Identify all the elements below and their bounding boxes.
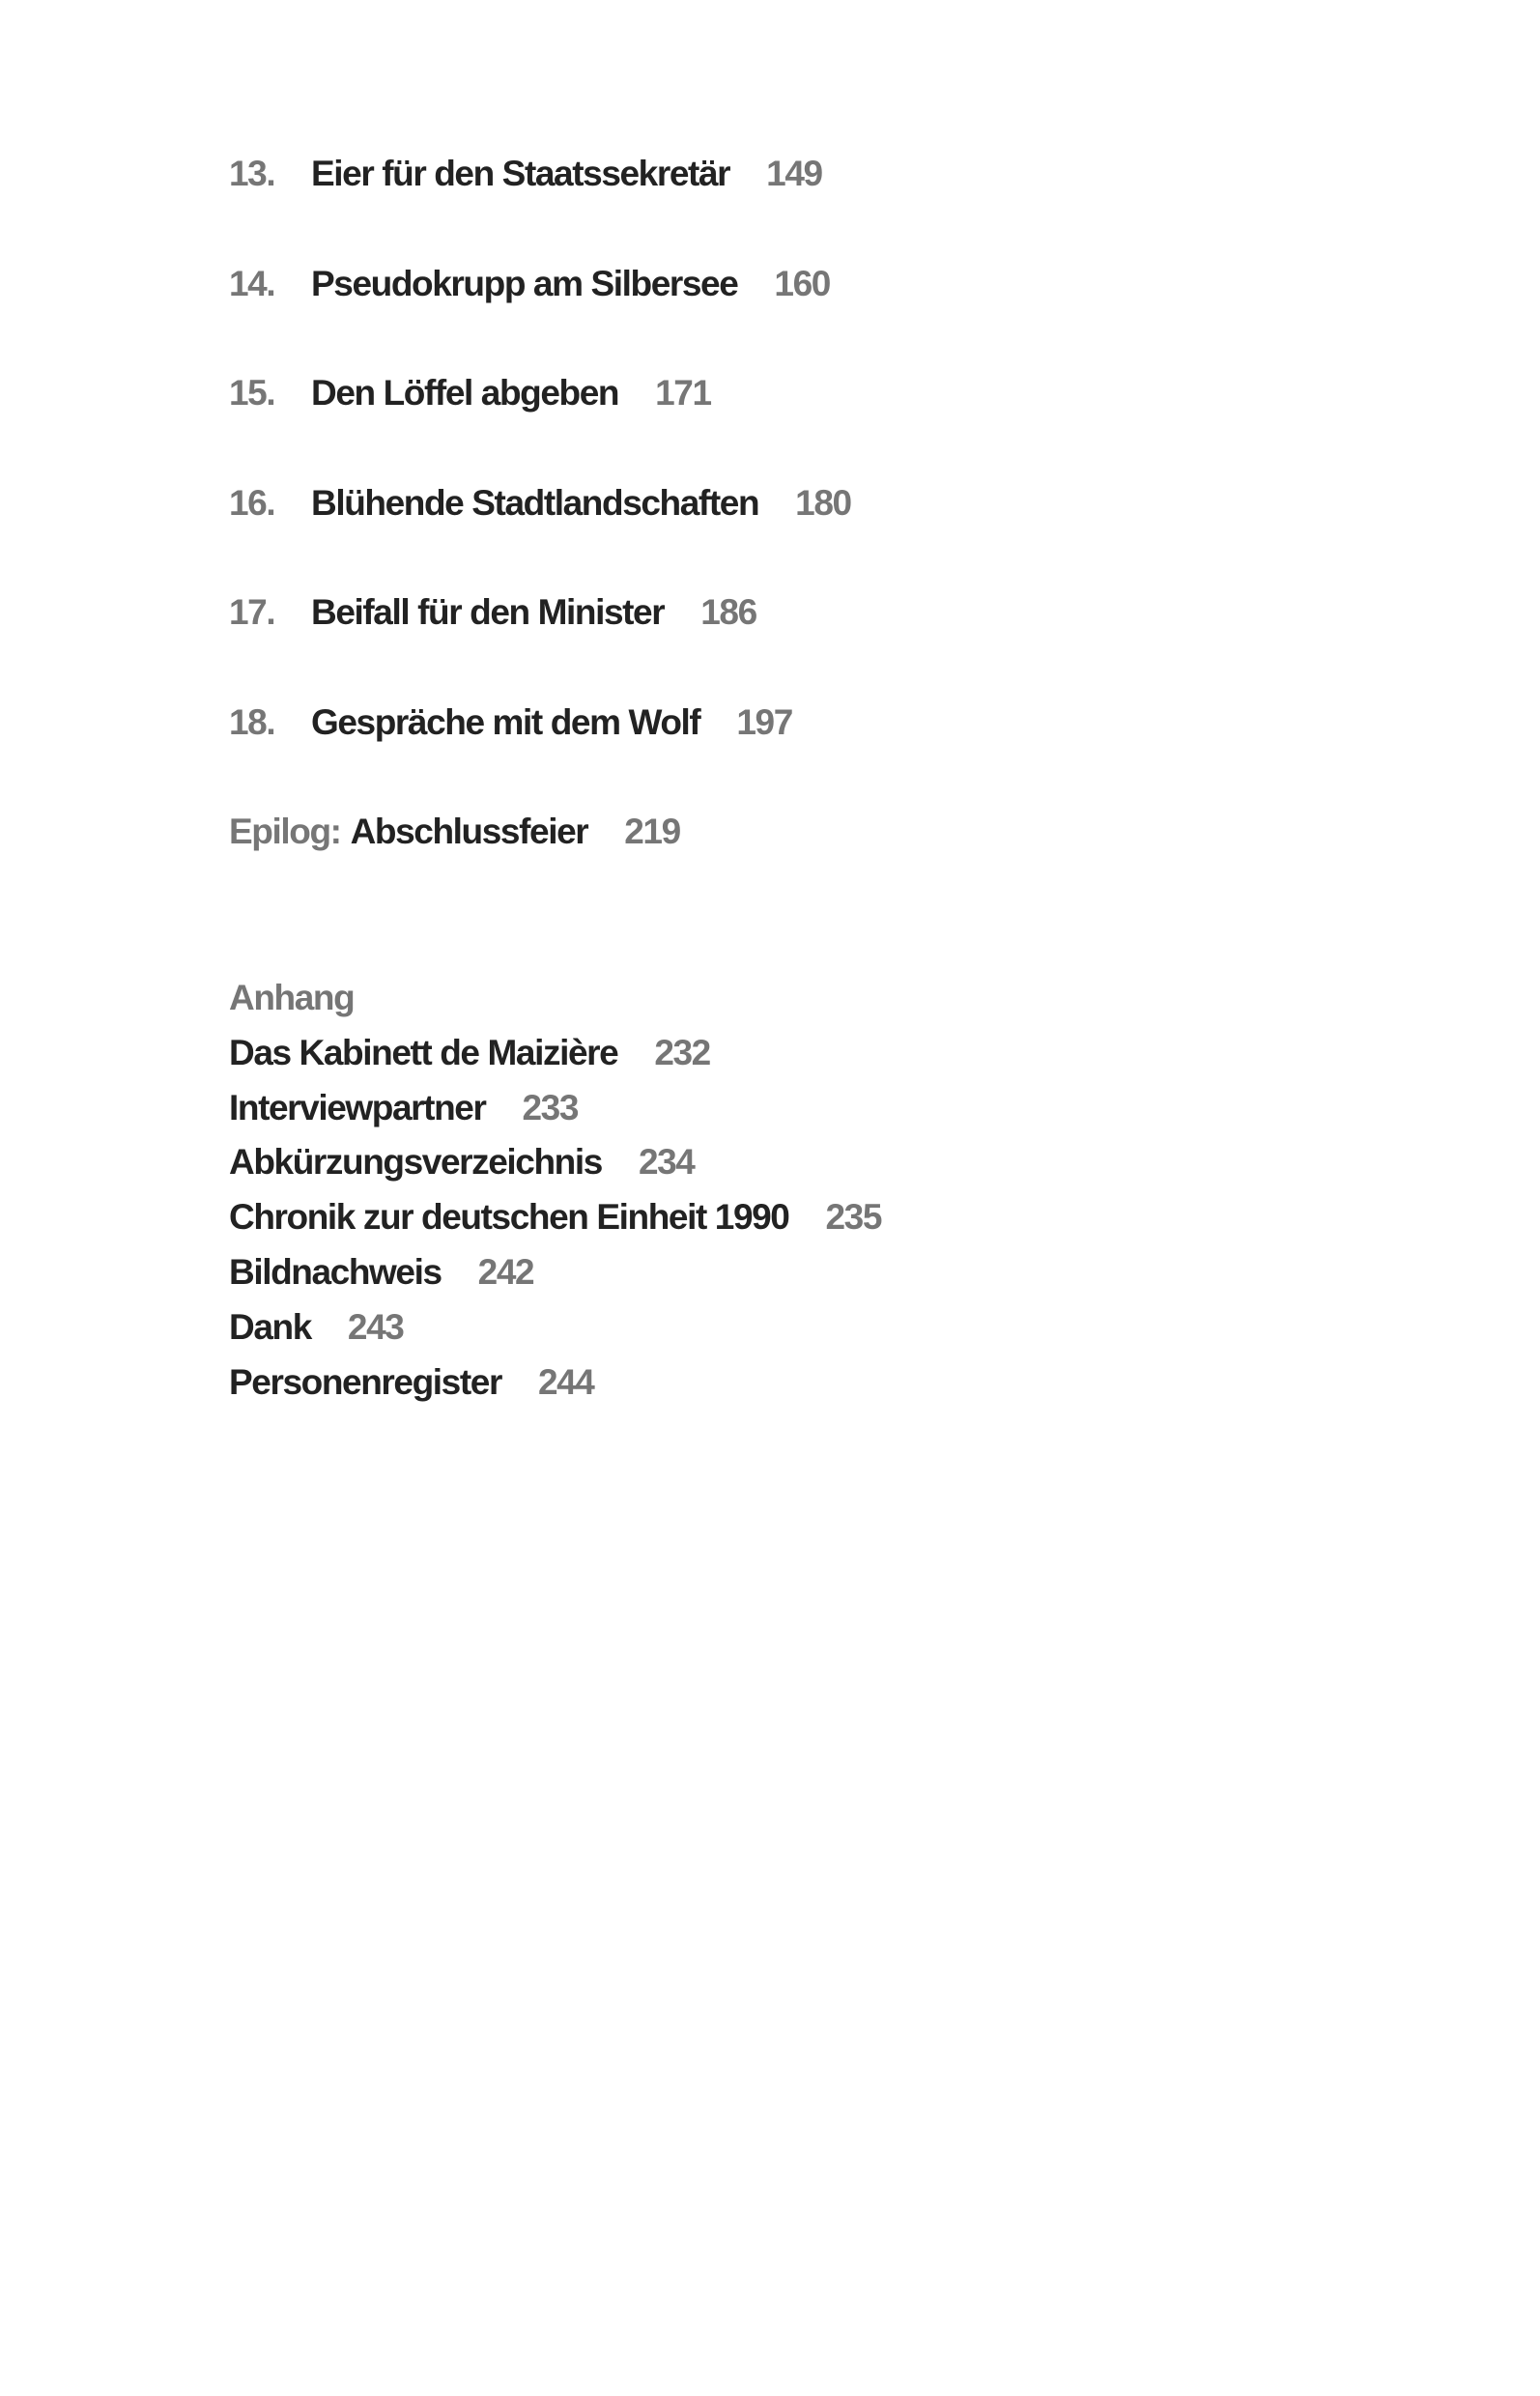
chapter-number: 15. [229, 373, 275, 413]
appendix-page-number: 244 [537, 1361, 594, 1402]
chapter-number: 14. [229, 263, 275, 303]
appendix-entry [229, 1355, 881, 1411]
appendix-page-number: 234 [638, 1142, 695, 1183]
appendix-page-number: 242 [477, 1251, 534, 1292]
appendix-entry [229, 1300, 881, 1355]
appendix-heading: Anhang [229, 978, 355, 1017]
chapter-list [229, 150, 851, 918]
toc-entry-chapter-14 [229, 260, 851, 370]
chapter-page-number: 186 [700, 592, 756, 632]
appendix-page-number: 235 [825, 1197, 882, 1238]
appendix-entry [229, 1245, 881, 1300]
chapter-title: Den Löffel abgeben [311, 373, 619, 413]
chapter-title: Eier für den Staatssekretär [311, 154, 730, 193]
appendix-title: Abkürzungsverzeichnis [229, 1142, 602, 1183]
toc-entry-chapter-15 [229, 369, 851, 479]
appendix-entry [229, 1026, 881, 1081]
appendix-title: Chronik zur deutschen Einheit 1990 [229, 1197, 789, 1238]
chapter-page-number: 160 [774, 263, 830, 303]
epilog-label: Epilog: [229, 812, 341, 851]
appendix-list [229, 1026, 881, 1411]
toc-entry-chapter-17 [229, 588, 851, 699]
toc-entry-chapter-18 [229, 699, 851, 809]
chapter-title: Pseudokrupp am Silbersee [311, 263, 738, 303]
appendix-entry [229, 1190, 881, 1245]
appendix-title: Interviewpartner [229, 1087, 486, 1127]
epilog-title: Abschlussfeier [350, 812, 588, 851]
chapter-number: 18. [229, 701, 275, 742]
toc-entry-chapter-13 [229, 150, 851, 260]
toc-entry-epilog [229, 808, 851, 918]
appendix-title: Bildnachweis [229, 1251, 442, 1292]
appendix-entry [229, 1081, 881, 1136]
appendix-page-number: 243 [347, 1306, 404, 1347]
appendix-section [229, 971, 881, 1410]
chapter-title: Beifall für den Minister [311, 592, 665, 632]
appendix-entry [229, 1135, 881, 1190]
appendix-title: Dank [229, 1306, 311, 1347]
chapter-page-number: 149 [766, 154, 822, 193]
chapter-page-number: 180 [795, 482, 851, 523]
appendix-title: Personenregister [229, 1361, 501, 1402]
appendix-title: Das Kabinett de Maizière [229, 1032, 618, 1072]
epilog-page-number: 219 [624, 812, 680, 851]
chapter-title: Gespräche mit dem Wolf [311, 701, 700, 742]
chapter-page-number: 171 [655, 373, 711, 413]
chapter-number: 16. [229, 482, 275, 523]
chapter-number: 13. [229, 154, 275, 193]
appendix-page-number: 232 [654, 1032, 710, 1072]
appendix-page-number: 233 [522, 1087, 579, 1127]
chapter-page-number: 197 [736, 701, 792, 742]
toc-entry-chapter-16 [229, 479, 851, 589]
chapter-number: 17. [229, 592, 275, 632]
chapter-title: Blühende Stadtlandschaften [311, 482, 759, 523]
